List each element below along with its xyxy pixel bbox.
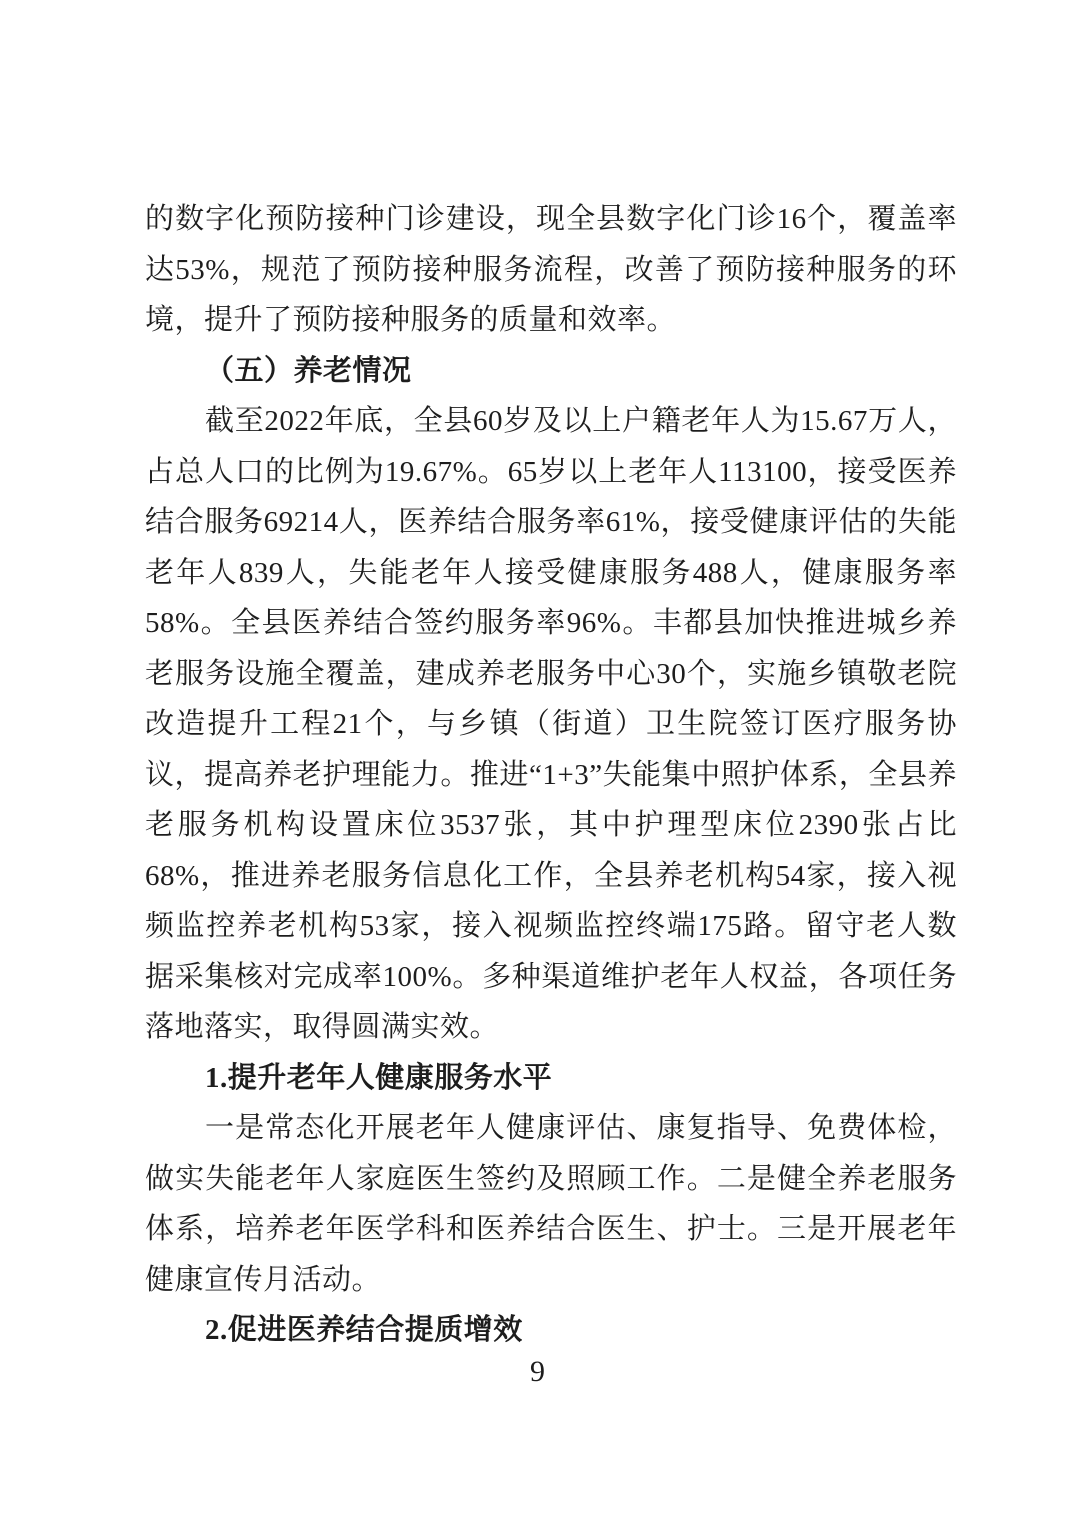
subsection-heading-2: 2.促进医养结合提质增效 [205,1314,523,1346]
document-content [145,194,957,1356]
subsection-heading-1: 1.提升老年人健康服务水平 [205,1061,553,1094]
section-heading-5: （五）养老情况 [205,354,412,387]
body-paragraph-continuation: 的数字化预防接种门诊建设，现全县数字化门诊16个，覆盖率达53%，规范了预防接种服务流程，改善了预防接种服务的环境，提升了预防接种服务的质量和效率。 [145,203,957,336]
body-paragraph-health-services: 一是常态化开展老年人健康评估、康复指导、免费体检，做实失能老年人家庭医生签约及照顾工作。二是健全养老服务体系，培养老年医学科和医养结合医生、护士。三是开展老年健康宣传月活动。 [145,1112,957,1296]
page-number: 9 [530,1355,545,1388]
body-paragraph-elderly-care: 截至2022年底，全县60岁及以上户籍老年人为15.67万人，占总人口的比例为19.67%。65岁以上老年人113100，接受医养结合服务69214人，医养结合服务率61%，接受健康评估的失能老年人839人，失能老年人接受健康服务488人，健康服务率58%。全县医养结合签约服务率96%。丰都县加快推进城乡养老服务设施全覆盖，建成养老服务中心30个，实施乡镇敬老院改造提升工程21个，与乡镇（街道）卫生院签订医疗服务协议，提高养老护理能力。推进“1+3”失能集中照护体系，全县养老服务机构设置床位3537张，其中护理型床位2390张占比68%，推进养老服务信息化工作，全县养老机构54家，接入视频监控养老机构53家，接入视频监控终端175路。留守老人数据采集核对完成率100%。多种渠道维护老年人权益，各项任务落地落实，取得圆满实效。 [145,405,957,1043]
